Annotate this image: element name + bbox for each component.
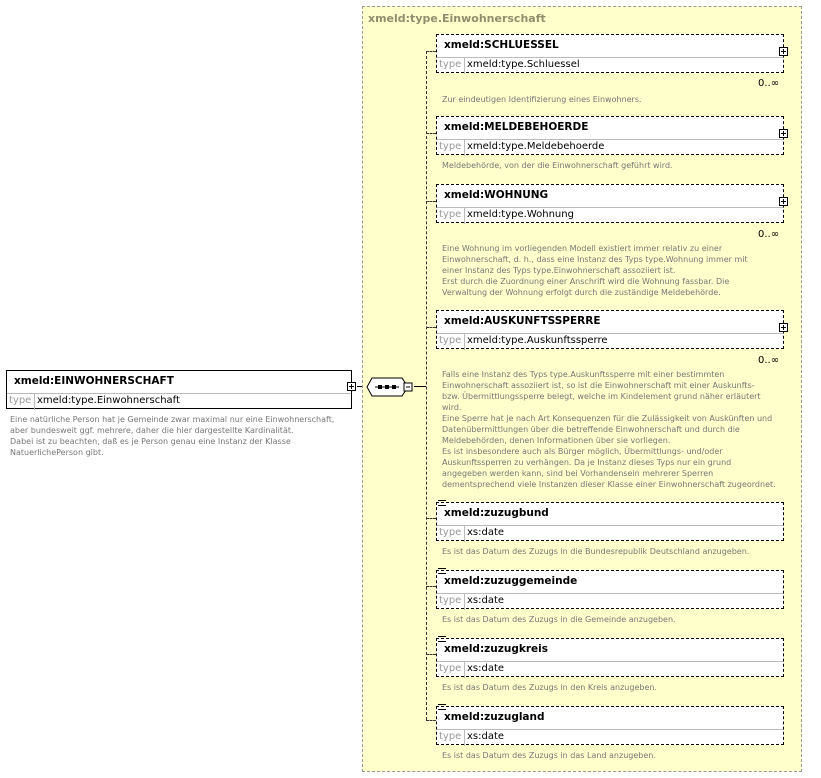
- element-documentation: Falls eine Instanz des Typs type.Auskunftssperre mit einer bestimmten Einwohnerschaft assoziiert ist, so ist die Einwohnerschaft mit einer Auskunfts- bzw. Übermittlungssperre belegt, welche im Kindelement grund näher erläutert wird. Eine Sperre hat je nach Art Konsequenzen für die Zulässigkeit von Auskünften und Datenübermittlungen über die betreffende Einwohnerschaft und durch die Meldebehörden, denen Informationen über sie vorliegen. Es ist insbesondere auch als Bürger möglich, Übermittlungs- und/oder Auskunftssperren zu verhängen. Da je Instanz dieses Typs nur ein grund angegeben werden kann, sind bei Vorhandensein mehrerer Sperren dementsprechend viele Instanzen dieser Klasse einer Einwohnerschaft zugeordnet.: [442, 370, 776, 489]
- simple-type-icon: [438, 704, 446, 710]
- element-type-value: xs:date: [467, 663, 505, 674]
- element-documentation: Eine Wohnung im vorliegenden Modell existiert immer relativ zu einer Einwohnerschaft, d. h., dass eine Instanz des Typs type.Wohnung immer mit einer Instanz des Typs type.Einwohnerschaft assoziiert ist. Erst durch die Zuordnung einer Anschrift wird die Wohnung fassbar. Die Verwaltung der Wohnung erfolgt durch die zuständige Meldebehörde.: [442, 244, 748, 297]
- root-type-label: type: [9, 395, 32, 406]
- element-type-row: [437, 139, 783, 156]
- element-type-label: type: [439, 335, 462, 346]
- element-type-value: xs:date: [467, 595, 505, 606]
- plus-box-icon[interactable]: [779, 197, 788, 206]
- element-name: xmeld:zuzuggemeinde: [444, 575, 578, 587]
- cardinality-label: 0..∞: [758, 78, 780, 89]
- element-type-row: [437, 661, 783, 678]
- element-type-row: [437, 333, 783, 350]
- root-type-row: [7, 393, 351, 410]
- element-name: xmeld:WOHNUNG: [444, 189, 549, 201]
- element-type-row: [437, 57, 783, 74]
- element-box[interactable]: [436, 570, 784, 609]
- plus-box-icon[interactable]: [347, 382, 356, 391]
- plus-box-icon[interactable]: [779, 129, 788, 138]
- element-box[interactable]: [436, 310, 784, 349]
- element-name: xmeld:SCHLUESSEL: [444, 39, 559, 51]
- plus-box-icon[interactable]: [779, 47, 788, 56]
- element-name: xmeld:zuzugkreis: [444, 643, 548, 655]
- element-type-value: xmeld:type.Wohnung: [467, 209, 574, 220]
- cardinality-label: 0..∞: [758, 355, 780, 366]
- element-name: xmeld:zuzugland: [444, 711, 545, 723]
- element-documentation: Es ist das Datum des Zuzugs in die Bundesrepublik Deutschland anzugeben.: [442, 547, 750, 556]
- root-type-value: xmeld:type.Einwohnerschaft: [37, 395, 180, 406]
- element-type-label: type: [439, 663, 462, 674]
- element-name: xmeld:zuzugbund: [444, 507, 549, 519]
- element-type-value: xmeld:type.Meldebehoerde: [467, 141, 605, 152]
- element-type-row: [437, 593, 783, 610]
- element-box[interactable]: [436, 184, 784, 223]
- element-box[interactable]: [436, 502, 784, 541]
- element-type-label: type: [439, 209, 462, 220]
- element-box[interactable]: [436, 116, 784, 155]
- cardinality-label: 0..∞: [758, 229, 780, 240]
- element-type-row: [437, 729, 783, 746]
- element-type-label: type: [439, 527, 462, 538]
- element-type-label: type: [439, 141, 462, 152]
- element-type-row: [437, 525, 783, 542]
- root-documentation: Eine natürliche Person hat je Gemeinde zwar maximal nur eine Einwohnerschaft, aber bundesweit ggf. mehrere, daher die hier dargestellte Kardinalität. Dabei ist zu beachten, daß es je Person genau eine Instanz der Klasse NatuerlichePerson gibt.: [10, 415, 335, 457]
- element-documentation: Meldebehörde, von der die Einwohnerschaft geführt wird.: [442, 161, 673, 170]
- root-element-box[interactable]: [6, 370, 352, 409]
- element-documentation: Es ist das Datum des Zuzugs in die Gemeinde anzugeben.: [442, 615, 676, 624]
- element-box[interactable]: [436, 706, 784, 745]
- sequence-compositor-icon[interactable]: [366, 377, 414, 397]
- element-type-value: xmeld:type.Schluessel: [467, 59, 580, 70]
- element-type-label: type: [439, 595, 462, 606]
- container-title: xmeld:type.Einwohnerschaft: [368, 12, 546, 25]
- element-type-label: type: [439, 731, 462, 742]
- element-documentation: Es ist das Datum des Zuzugs in den Kreis anzugeben.: [442, 683, 657, 692]
- element-name: xmeld:AUSKUNFTSSPERRE: [444, 315, 601, 327]
- simple-type-icon: [438, 500, 446, 506]
- element-box[interactable]: [436, 34, 784, 73]
- element-type-value: xs:date: [467, 731, 505, 742]
- simple-type-icon: [438, 636, 446, 642]
- element-type-value: xmeld:type.Auskunftssperre: [467, 335, 608, 346]
- element-documentation: Zur eindeutigen Identifizierung eines Einwohners.: [442, 95, 642, 104]
- plus-box-icon[interactable]: [779, 323, 788, 332]
- element-name: xmeld:MELDEBEHOERDE: [444, 121, 589, 133]
- element-box[interactable]: [436, 638, 784, 677]
- element-type-label: type: [439, 59, 462, 70]
- root-element-name: xmeld:EINWOHNERSCHAFT: [14, 375, 174, 387]
- element-type-value: xs:date: [467, 527, 505, 538]
- element-type-row: [437, 207, 783, 224]
- simple-type-icon: [438, 568, 446, 574]
- element-documentation: Es ist das Datum des Zuzugs in das Land anzugeben.: [442, 751, 656, 760]
